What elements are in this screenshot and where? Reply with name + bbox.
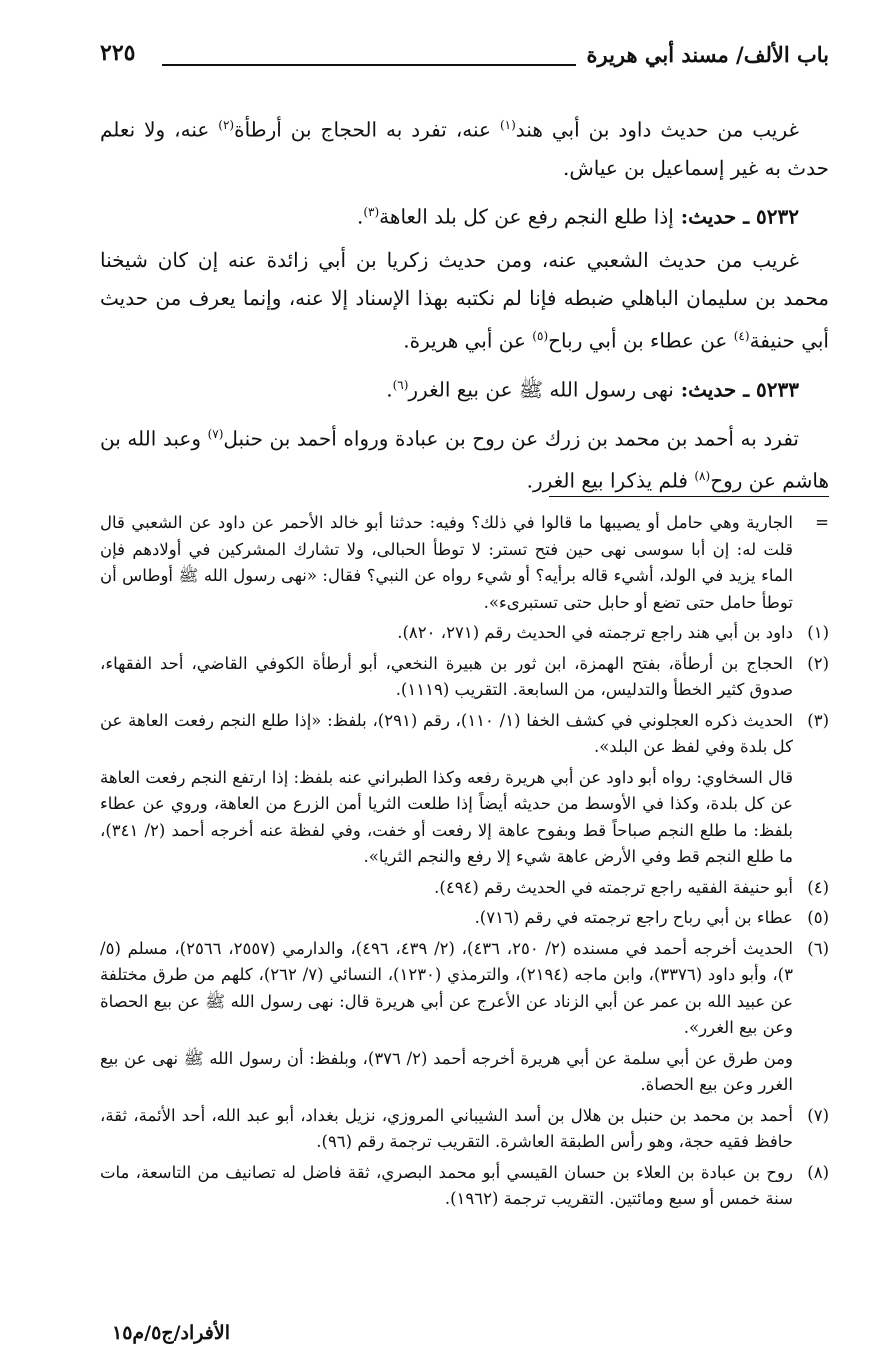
footnote-3-continued: قال السخاوي: رواه أبو داود عن أبي هريرة رفعه وكذا الطبراني عنه بلفظ: إذا ارتفع النجم رفعت العاهة عن كل بلدة، وكذا في الأوسط من حديثه أيضاً إذا طلعت الثريا أمن الزرع من العاهة، وروي عن عطاء بلفظ: ما طلع النجم صباحاً قط وبفوح عاهة إلا رفعت أو خفت، وفي لفظة عنه أخرجه أحمد (٢/ ٣٤١)، ما طلع النجم قط وفي الأرض عاهة شيء إلا رفع والنجم الثريا».: [100, 767, 793, 866]
footnote-ref: (٢): [218, 118, 235, 132]
footnote-mark: (١): [807, 623, 829, 642]
footnote-mark: (٢): [807, 653, 829, 673]
hadith-5232: ٥٢٣٢ ـ حديث: إذا طلع النجم رفع عن كل بلد العاهة$^{(٣)}$.: [356, 204, 799, 229]
footnote-mark: (٧): [807, 1105, 829, 1125]
footnote-3: (٣) الحديث ذكره العجلوني في كشف الخفا (١/ ١١٠)، رقم (٢٩١)، بلفظ: «إذا طلع النجم رفعت العاهة عن كل بلدة وفي لفظ عن البلد».: [100, 708, 829, 761]
hadith-label: ـ حديث:: [673, 377, 757, 402]
footnote-mark: (٥): [807, 908, 829, 927]
hadith-number: ٥٢٣٢: [756, 204, 799, 229]
footnote-ref: (٧): [207, 426, 224, 441]
footnote-ref: (٦): [392, 377, 409, 392]
footnote-8: (٨) روح بن عبادة بن العلاء بن حسان القيسي أبو محمد البصري، ثقة فاضل له تصانيف من التاسعة، مات سنة خمس أو سبع ومائتين. التقريب ترجمة (١٩٦٢).: [100, 1160, 829, 1213]
footnote-mark: (٦): [807, 938, 829, 958]
footnote-ref: (٥): [532, 329, 549, 344]
hadith-label: ـ حديث:: [673, 204, 757, 229]
footnote-1: (١) داود بن أبي هند راجع ترجمته في الحديث رقم (٢٧١، ٨٢٠).: [100, 620, 829, 647]
footnote-ref: (٨): [694, 469, 711, 484]
page-number: ٢٢٥: [100, 40, 136, 66]
footnote-separator: [549, 496, 829, 497]
signature-mark: الأفراد/ج٥/م١٥: [112, 1322, 230, 1344]
footnote-ref: (٤): [733, 329, 750, 344]
footnote-continuation: = الجارية وهي حامل أو يصيبها ما قالوا في ذلك؟ وفيه: حدثنا أبو خالد الأحمر عن داود عن الشعبي قال قلت له: إن أبا سوسى نهى حين فتح تستر: لا توطأ الحبالى، ولا تشارك المشركين في أولادهم فإن الماء يزيد في الولد، أشيء قاله برأيه؟ أو شيء رواه عن النبي؟ فقال: «نهى رسول الله ﷺ أوطاس أن توطأ حامل حتى تضع أو حابل حتى تستبرىء».: [100, 510, 829, 616]
footnote-mark: (٣): [807, 710, 829, 730]
paragraph-2: غريب من حديث الشعبي عنه، ومن حديث زكريا بن أبي زائدة عنه إن كان شيخنا محمد بن سليمان الباهلي ضبطه فإنا لم نكتبه بهذا الإسناد إلا عنه، وإنما يعرف من حديث أبي حنيفة$^{(٤)}$ عن عطاء بن أبي رباح$^{(٥)}$ عن أبي هريرة.: [100, 248, 829, 353]
hadith-5233: ٥٢٣٣ ـ حديث: نهى رسول الله ﷺ عن بيع الغرر$^{(٦)}$.: [386, 377, 799, 402]
footnote-4: (٤) أبو حنيفة الفقيه راجع ترجمته في الحديث رقم (٤٩٤).: [100, 875, 829, 902]
continuation-marker: =: [815, 513, 829, 532]
header-rule: [162, 64, 576, 66]
paragraph-3: تفرد به أحمد بن محمد بن زرك عن روح بن عبادة ورواه أحمد بن حنبل$^{(٧)}$ وعبد الله بن هاشم عن روح$^{(٨)}$ فلم يذكرا بيع الغرر.: [100, 426, 829, 493]
footnote-ref: (٣): [363, 204, 380, 219]
footnote-mark: (٨): [807, 1162, 829, 1182]
paragraph-1: غريب من حديث داود بن أبي هند$^{(١)}$ عنه، تفرد به الحجاج بن أرطأة$^{(٢)}$ عنه، ولا نعلم حدث به غير إسماعيل بن عياش.: [100, 117, 829, 180]
footnote-7: (٧) أحمد بن محمد بن حنبل بن هلال بن أسد الشيباني المروزي، نزيل بغداد، أبو عبد الله، أحد الأئمة، ثقة، حافظ فقيه حجة، وهو رأس الطبقة العاشرة. التقريب ترجمة رقم (٩٦).: [100, 1103, 829, 1156]
hadith-text: نهى رسول الله ﷺ عن بيع الغرر: [408, 377, 674, 402]
footnote-6-continued: ومن طرق عن أبي سلمة عن أبي هريرة أخرجه أحمد (٢/ ٣٧٦)، وبلفظ: أن رسول الله ﷺ نهى عن بيع الغرر وعن بيع الحصاة.: [100, 1048, 793, 1094]
footnote-mark: (٤): [807, 877, 829, 897]
hadith-number: ٥٢٣٣: [756, 377, 799, 402]
footnote-5: (٥) عطاء بن أبي رباح راجع ترجمته في رقم (٧١٦).: [100, 905, 829, 932]
footnote-ref: (١): [499, 118, 516, 132]
footnotes: [100, 510, 829, 1217]
main-text: [100, 106, 829, 506]
footnote-6: (٦) الحديث أخرجه أحمد في مسنده (٢/ ٢٥٠، ٤٣٦)، (٢/ ٤٣٩، ٤٩٦)، والدارمي (٢٥٥٧، ٢٥٦٦)، مسلم (٥/ ٣)، وأبو داود (٣٣٧٦)، وابن ماجه (٢١٩٤)، والترمذي (١٢٣٠)، النسائي (٧/ ٢٦٢)، كلهم من طرق مختلفة عن عبيد الله بن عمر عن أبي الزناد عن الأعرج عن أبي هريرة قال: نهى رسول الله ﷺ عن بيع الحصاة وعن بيع الغرر».: [100, 936, 829, 1042]
running-title: باب الألف/ مسند أبي هريرة: [586, 42, 829, 67]
hadith-text: إذا طلع النجم رفع عن كل بلد العاهة: [379, 204, 674, 229]
footnote-2: (٢) الحجاج بن أرطأة، بفتح الهمزة، ابن ثور بن هبيرة النخعي، أبو أرطأة الكوفي القاضي، أحد الفقهاء، صدوق كثير الخطأ والتدليس، من السابعة. التقريب (١١١٩).: [100, 651, 829, 704]
page-header: [100, 40, 829, 80]
